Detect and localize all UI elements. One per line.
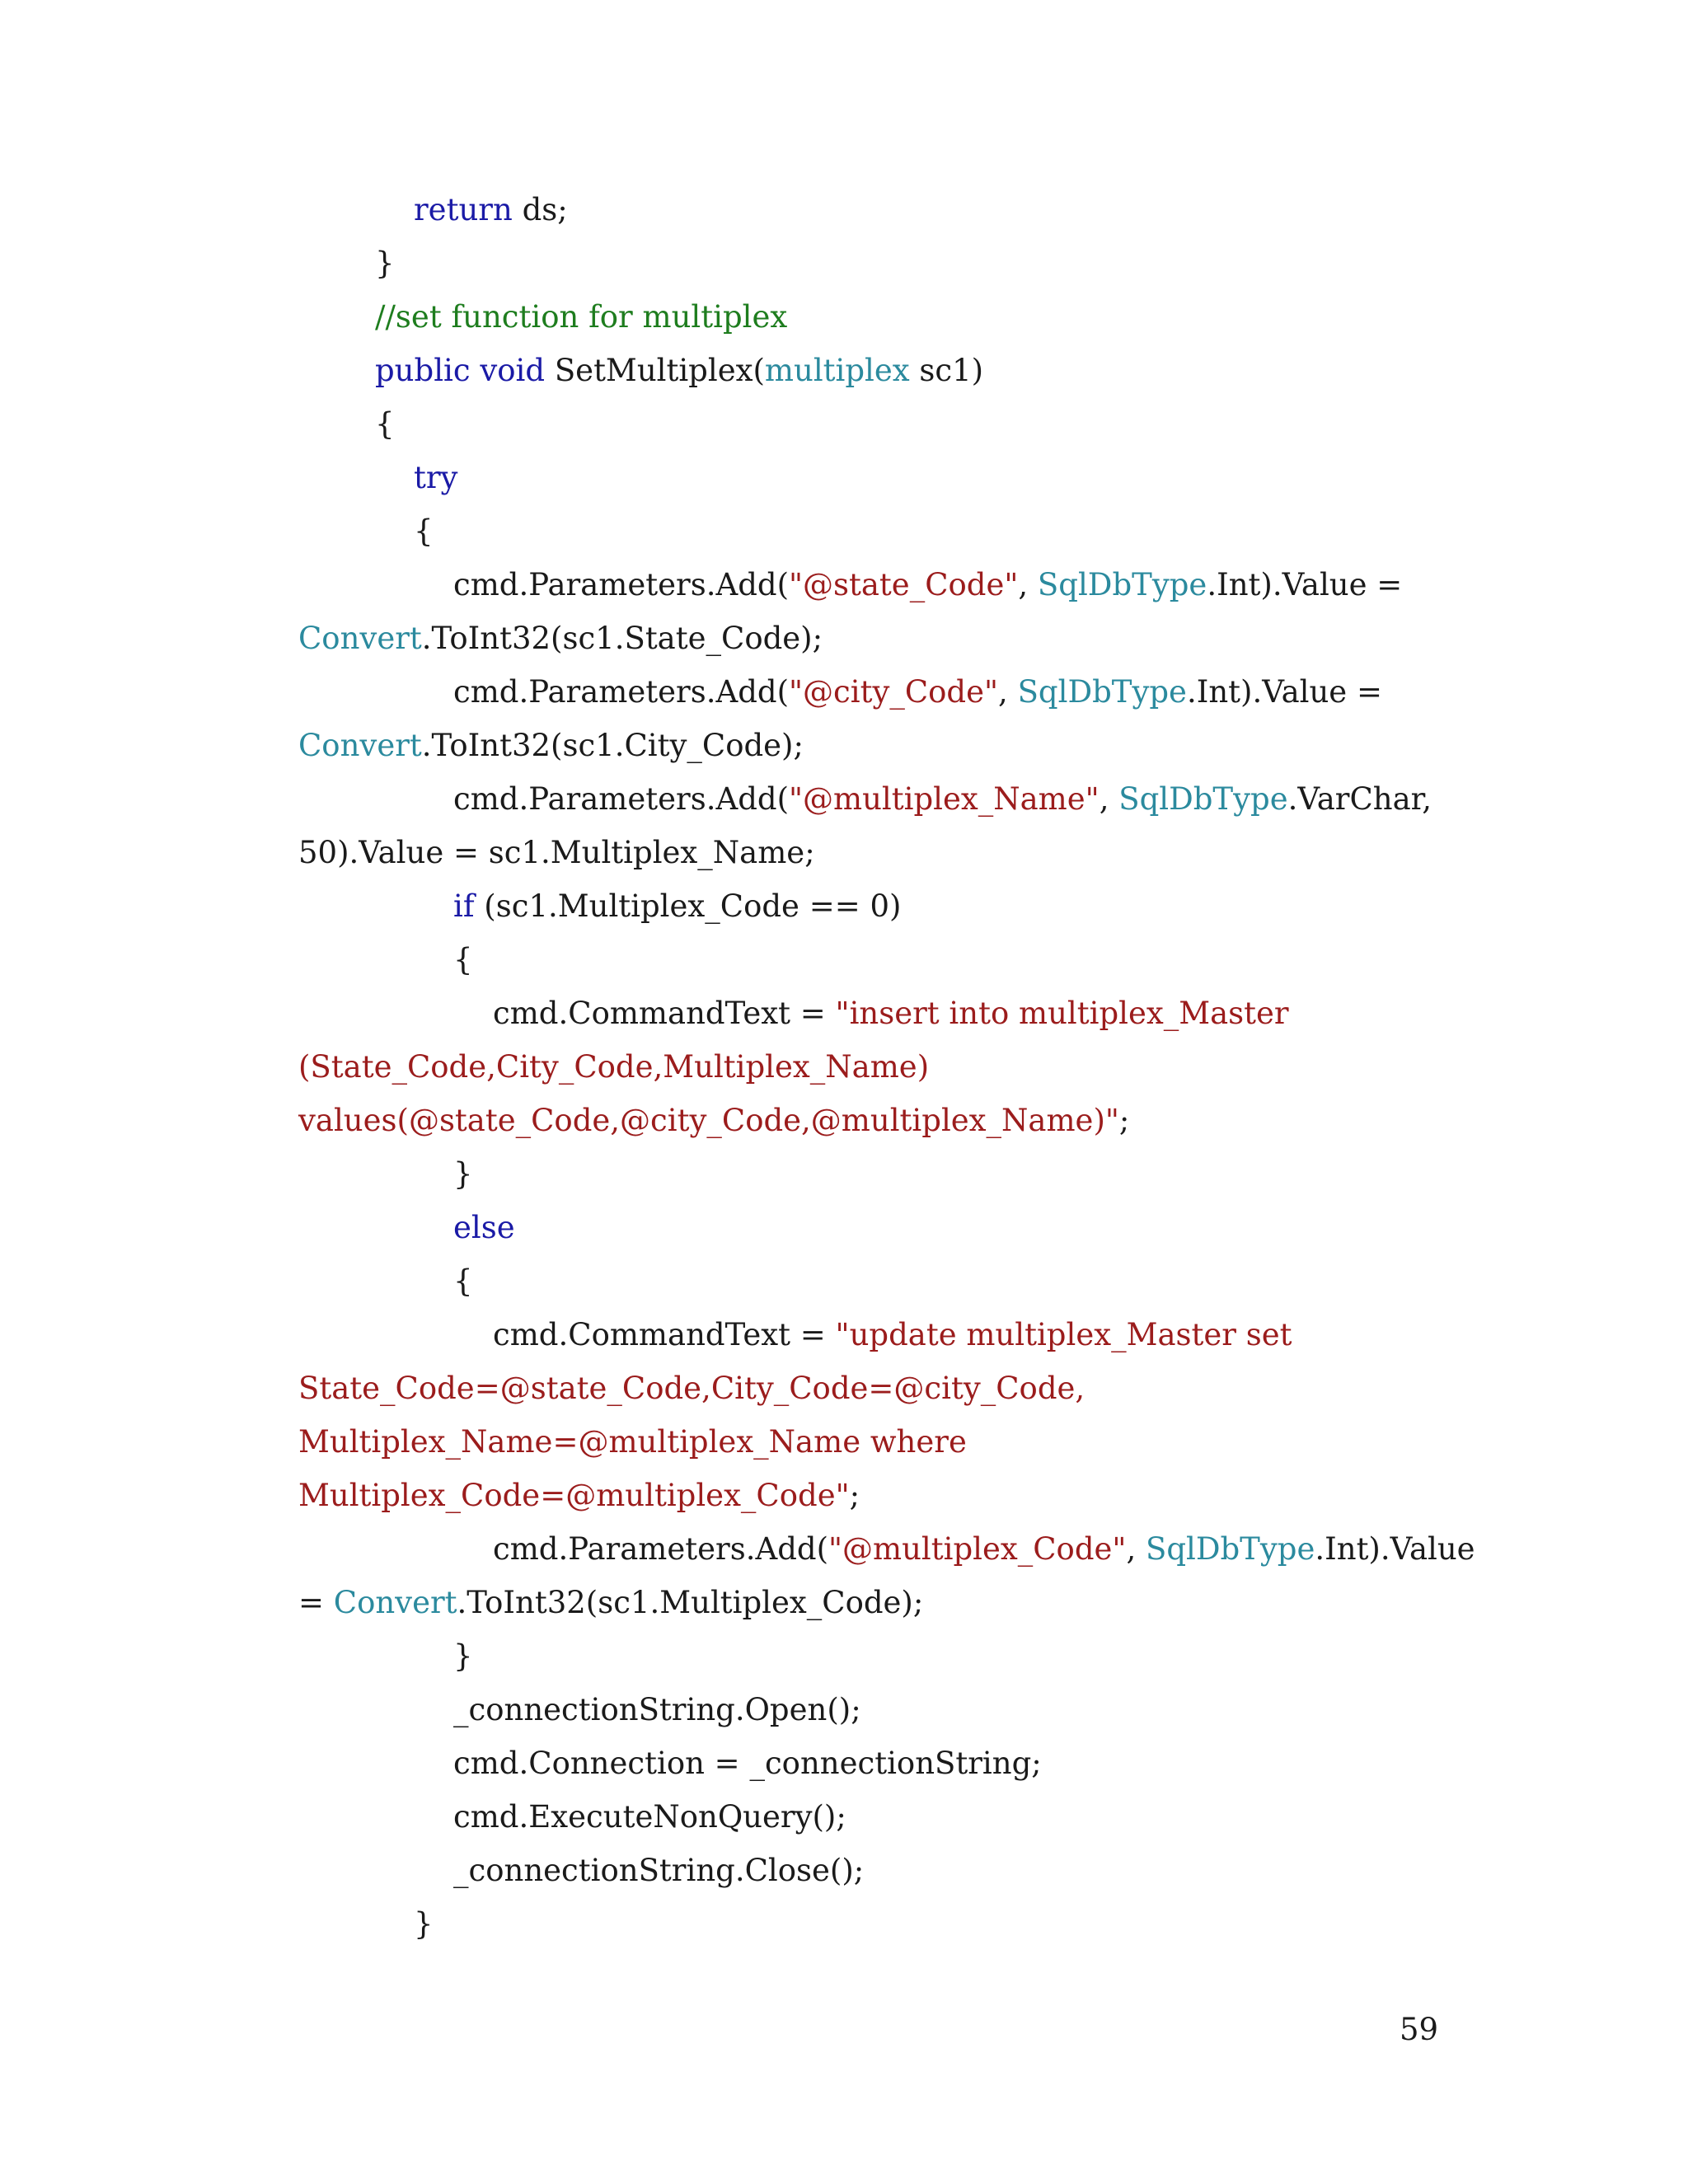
code-token-txt: { bbox=[414, 513, 434, 549]
code-token-str: "@city_Code" bbox=[789, 674, 999, 710]
code-token-txt: { bbox=[453, 942, 473, 977]
code-line bbox=[298, 623, 823, 659]
code-token-txt: .Int).Value = bbox=[1186, 674, 1382, 710]
code-token-str: "update multiplex_Master set bbox=[835, 1317, 1292, 1352]
code-token-str: State_Code=@state_Code,City_Code=@city_Code, bbox=[298, 1371, 1085, 1406]
code-token-type: Convert bbox=[298, 621, 422, 656]
code-token-str: values(@state_Code,@city_Code,@multiplex_Name)" bbox=[298, 1103, 1119, 1138]
code-token-kw: try bbox=[414, 460, 458, 495]
code-line bbox=[453, 1694, 861, 1731]
code-token-txt: .Int).Value bbox=[1315, 1531, 1475, 1567]
code-line bbox=[453, 1748, 1042, 1784]
code-line bbox=[493, 998, 1289, 1034]
code-line bbox=[493, 1319, 1292, 1356]
code-line bbox=[298, 1049, 930, 1088]
code-line bbox=[453, 888, 902, 927]
code-line bbox=[375, 406, 395, 445]
code-line bbox=[298, 1424, 967, 1463]
code-line bbox=[453, 1638, 473, 1677]
code-token-type: Convert bbox=[298, 728, 422, 763]
code-line bbox=[375, 355, 983, 391]
code-token-txt: (sc1.Multiplex_Code == 0) bbox=[474, 888, 902, 924]
code-token-str: "@multiplex_Name" bbox=[789, 781, 1100, 817]
code-token-kw: else bbox=[453, 1210, 515, 1245]
code-token-txt: , bbox=[1018, 567, 1038, 602]
code-token-txt: , bbox=[1126, 1531, 1146, 1567]
code-token-txt bbox=[471, 353, 481, 388]
code-line bbox=[453, 1799, 846, 1838]
code-token-com: //set function for multiplex bbox=[375, 299, 788, 335]
code-line bbox=[414, 1906, 434, 1945]
code-token-txt: cmd.Parameters.Add( bbox=[453, 781, 789, 817]
code-token-txt: = bbox=[298, 1585, 334, 1620]
code-line bbox=[453, 944, 473, 981]
code-token-txt: ; bbox=[1118, 1103, 1130, 1138]
code-token-txt: cmd.CommandText = bbox=[493, 996, 836, 1031]
code-token-txt: } bbox=[453, 1638, 473, 1674]
code-token-str: Multiplex_Name=@multiplex_Name where bbox=[298, 1424, 967, 1460]
code-token-kw: if bbox=[453, 888, 475, 924]
code-token-txt: .ToInt32(sc1.City_Code); bbox=[421, 728, 804, 763]
code-token-txt: , bbox=[998, 674, 1018, 710]
code-token-txt: } bbox=[453, 1156, 473, 1192]
code-token-txt: ; bbox=[849, 1478, 860, 1513]
code-token-str: (State_Code,City_Code,Multiplex_Name) bbox=[298, 1049, 930, 1085]
code-line bbox=[298, 837, 815, 874]
code-line bbox=[453, 674, 1382, 713]
code-token-txt: { bbox=[375, 406, 395, 442]
code-token-txt: _connectionString.Open(); bbox=[453, 1692, 861, 1727]
code-token-str: "insert into multiplex_Master bbox=[835, 996, 1289, 1031]
code-line bbox=[298, 1105, 1129, 1141]
code-token-txt: .Int).Value = bbox=[1207, 567, 1403, 602]
code-token-type: SqlDbType bbox=[1118, 781, 1288, 817]
code-token-txt: cmd.Parameters.Add( bbox=[453, 674, 789, 710]
code-token-txt: SetMultiplex( bbox=[545, 353, 765, 388]
code-token-kw: void bbox=[480, 353, 546, 388]
code-token-txt: _connectionString.Close(); bbox=[453, 1853, 865, 1888]
code-token-type: SqlDbType bbox=[1017, 674, 1187, 710]
code-token-txt: cmd.Parameters.Add( bbox=[453, 567, 789, 602]
code-line bbox=[375, 248, 395, 284]
code-line bbox=[453, 1156, 473, 1195]
code-line bbox=[453, 1263, 473, 1302]
code-token-txt: cmd.Parameters.Add( bbox=[493, 1531, 828, 1567]
code-token-txt: sc1) bbox=[909, 353, 984, 388]
code-line bbox=[414, 194, 568, 231]
code-token-type: SqlDbType bbox=[1145, 1531, 1315, 1567]
code-token-txt: .ToInt32(sc1.State_Code); bbox=[421, 621, 823, 656]
code-token-type: multiplex bbox=[764, 353, 910, 388]
code-token-type: Convert bbox=[333, 1585, 457, 1620]
code-token-txt: cmd.Connection = _connectionString; bbox=[453, 1746, 1042, 1781]
code-token-txt: 50).Value = sc1.Multiplex_Name; bbox=[298, 835, 815, 870]
code-token-str: "@state_Code" bbox=[789, 567, 1019, 602]
code-line bbox=[453, 569, 1402, 606]
code-line bbox=[453, 781, 1432, 820]
code-token-txt: .VarChar, bbox=[1287, 781, 1432, 817]
code-token-txt: ds; bbox=[512, 192, 568, 227]
code-line bbox=[375, 299, 788, 338]
code-line bbox=[493, 1531, 1475, 1570]
code-token-txt: cmd.CommandText = bbox=[493, 1317, 836, 1352]
code-token-txt: .ToInt32(sc1.Multiplex_Code); bbox=[457, 1585, 924, 1620]
code-line bbox=[453, 1855, 864, 1891]
page-number: 59 bbox=[1400, 2012, 1439, 2047]
code-token-txt: cmd.ExecuteNonQuery(); bbox=[453, 1799, 846, 1835]
code-line bbox=[453, 1212, 515, 1249]
code-token-txt: } bbox=[375, 246, 395, 281]
code-token-txt: } bbox=[414, 1906, 434, 1942]
code-token-txt: { bbox=[453, 1263, 473, 1299]
code-token-str: "@multiplex_Code" bbox=[828, 1531, 1127, 1567]
code-line bbox=[298, 1587, 923, 1624]
code-line bbox=[298, 1480, 860, 1516]
code-line bbox=[298, 730, 804, 766]
code-line bbox=[298, 1373, 1085, 1409]
code-token-kw: return bbox=[414, 192, 513, 227]
code-token-type: SqlDbType bbox=[1037, 567, 1207, 602]
code-token-str: Multiplex_Code=@multiplex_Code" bbox=[298, 1478, 850, 1513]
code-line bbox=[414, 513, 434, 552]
code-token-txt: , bbox=[1099, 781, 1119, 817]
code-token-kw: public bbox=[375, 353, 471, 388]
code-line bbox=[414, 462, 457, 499]
